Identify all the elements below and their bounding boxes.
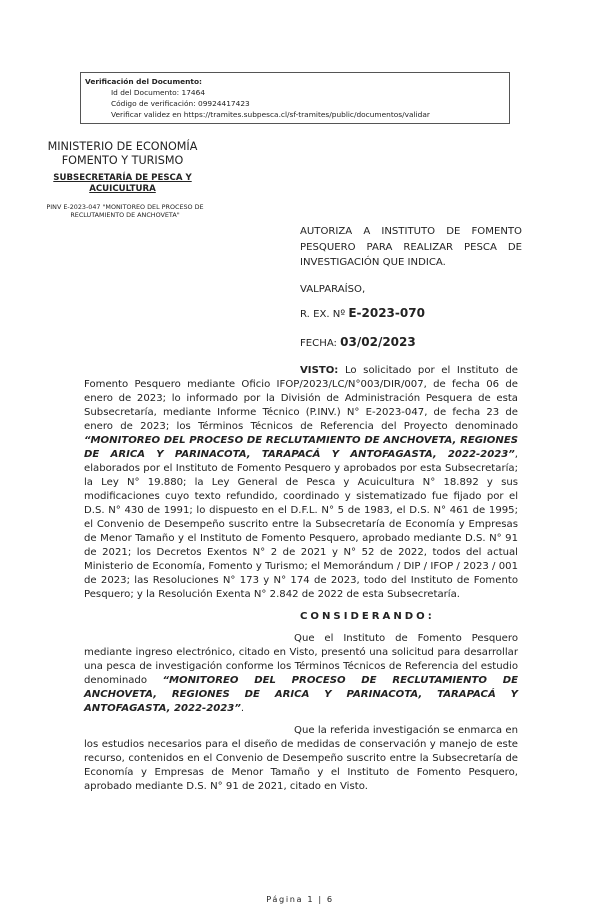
document-id: • Id del Documento: 17464 <box>111 87 505 98</box>
place: VALPARAÍSO, <box>300 284 366 295</box>
verification-url[interactable]: • Verificar validez en https://tramites.subpesca.cl/sf-tramites/public/documentos/validar <box>111 109 505 120</box>
par1-text-b: . <box>240 703 245 714</box>
visto-paragraph <box>84 364 518 602</box>
considerando-paragraph-2: Que la referida investigación se enmarca en los estudios necesarios para el diseño de medidas de conservación y manejo de este recurso, contenidos en el Convenio de Desempeño suscrito entre la Subsecretaría de Economía y Empresas de Menor Tamaño y el Instituto de Fomento Pesquero, aprobado mediante D.S. N° 91 de 2021, citado en Visto. <box>84 725 518 792</box>
resolution-number <box>300 306 425 320</box>
visto-label: VISTO: <box>300 365 339 376</box>
resolution-date <box>300 335 416 349</box>
verification-list <box>85 87 505 120</box>
par1-text-a: Que el Instituto de Fomento Pesquero mediante ingreso electrónico, citado en Visto, presentó una solicitud para desarrollar una pesca de investigación conforme los Términos Técnicos de Referencia del estudio denominado <box>84 633 518 686</box>
ministry-line-1: MINISTERIO DE ECONOMÍA <box>47 140 198 153</box>
page-number: Página 1 | 6 <box>266 894 334 904</box>
ministry-name <box>30 140 215 168</box>
verification-code: • Código de verificación: 09924417423 <box>111 98 505 109</box>
visto-text-a: Lo solicitado por el Instituto de Fomento Pesquero mediante Oficio IFOP/2023/LC/N°003/DIR/007, de fecha 06 de enero de 2023; lo informado por la División de Administración Pesquera de esta Subsecretaría, mediante Informe Técnico (P.INV.) N° E-2023-047, de fecha 23 de enero de 2023; los Términos Técnicos de Referencia del Proyecto denominado <box>84 365 518 432</box>
project-reference: PINV E-2023-047 "MONITOREO DEL PROCESO DE RECLUTAMIENTO DE ANCHOVETA" <box>46 203 204 219</box>
considerando-paragraph-1 <box>84 632 518 716</box>
visto-project-name: “MONITOREO DEL PROCESO DE RECLUTAMIENTO DE ANCHOVETA, REGIONES DE ARICA Y PARINACOTA, TARAPACÁ Y ANTOFAGASTA, 2022-2023” <box>84 435 518 460</box>
rex-label: R. EX. Nº <box>300 309 346 320</box>
fecha-value: 03/02/2023 <box>340 335 416 349</box>
verification-box <box>80 72 510 124</box>
ministry-line-2: FOMENTO Y TURISMO <box>61 154 184 167</box>
rex-number: E-2023-070 <box>348 306 425 320</box>
par1-project-name: “MONITOREO DEL PROCESO DE RECLUTAMIENTO DE ANCHOVETA, REGIONES DE ARICA Y PARINACOTA, TARAPACÁ Y ANTOFAGASTA, 2022-2023” <box>84 675 519 714</box>
verification-title: Verificación del Documento: <box>85 77 202 86</box>
considerando-heading: CONSIDERANDO: <box>300 611 435 622</box>
visto-text-b: , elaborados por el Instituto de Fomento Pesquero y aprobados por esta Subsecretaría; la Ley N° 19.880; la Ley General de Pesca y Acuicultura N° 18.892 y sus modificaciones cuyo texto refundido, coordinado y sistematizado fue fijado por el D.S. N° 430 de 1991; lo dispuesto en el D.F.L. N° 5 de 1983, el D.S. N° 461 de 1995; el Convenio de Desempeño suscrito entre la Subsecretaría de Economía y Empresas de Menor Tamaño y el Instituto de Fomento Pesquero, aprobado mediante D.S. N° 91 de 2021; los Decretos Exentos N° 2 de 2021 y N° 52 de 2022, todos del actual Ministerio de Economía, Fomento y Turismo; el Memorándum / DIP / IFOP / 2023 / 001 de 2023; las Resoluciones N° 173 y N° 174 de 2023, todo del Instituto de Fomento Pesquero; y la Resolución Exenta N° 2.842 de 2022 de esta Subsecretaría. <box>84 449 518 600</box>
subsecretaria-name: SUBSECRETARÍA DE PESCA Y ACUICULTURA <box>53 173 192 194</box>
resolution-title: AUTORIZA A INSTITUTO DE FOMENTO PESQUERO PARA REALIZAR PESCA DE INVESTIGACIÓN QUE INDICA. <box>300 226 522 268</box>
fecha-label: FECHA: <box>300 338 337 349</box>
